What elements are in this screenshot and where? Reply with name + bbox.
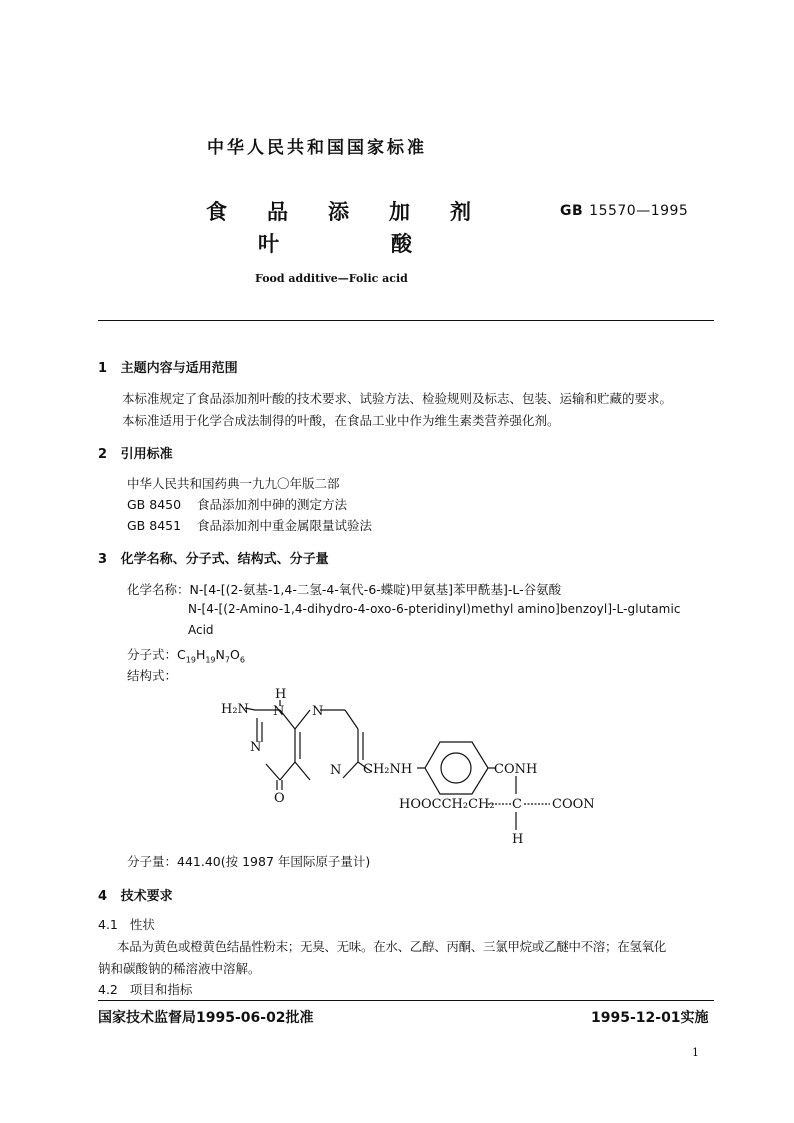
chemical-name-label: 化学名称： [127,582,190,597]
gb-prefix: GB [560,203,584,219]
formula-element: H [195,647,206,662]
subsection-4-2-heading [98,980,192,998]
formula-subscript: 19 [205,655,216,665]
reference-code: GB 8451 [127,518,182,533]
english-title: Food additive—Folic acid [255,272,408,285]
section-1-para-1: 本标准规定了食品添加剂叶酸的技术要求、试验方法、检验规则及标志、包装、运输和贮藏的要求。 [122,391,673,406]
structure-atom: N [250,740,262,755]
molecular-weight: 分子量：441.40(按 1987 年国际原子量计) [127,854,371,869]
reference-text: 食品添加剂中砷的测定方法 [196,497,347,512]
reference-item: 中华人民共和国药典一九九〇年版二部 [127,476,340,491]
section-number: 2 [98,447,108,462]
section-number: 4 [98,889,108,904]
structural-formula [210,682,610,852]
structure-atom: N [330,763,342,778]
formula-element: N [215,647,225,662]
structure-group: CONH [494,762,538,777]
title-line-1: 食品添加剂 [206,200,511,224]
subsection-title: 性状 [129,917,155,932]
subsection-number: 4.1 [98,917,118,932]
formula-element: O [229,647,240,662]
structure-group: COON [552,797,595,812]
footer-rule [98,1000,714,1001]
subsection-4-1-heading [98,915,155,933]
formula-subscript: 19 [185,655,196,665]
structure-atom: H [275,687,287,702]
page-number: 1 [692,1046,699,1059]
subsection-4-1-para-2: 钠和碳酸钠的稀溶液中溶解。 [98,961,261,976]
section-2-heading [98,443,173,462]
formula-label: 分子式： [127,647,178,662]
reference-code: GB 8450 [127,497,182,512]
section-3-heading [98,548,329,567]
section-1-heading [98,357,238,376]
reference-item [127,495,347,513]
chemical-name-en: N-[4-[(2-Amino-1,4-dihydro-4-oxo-6-pteridinyl)methyl amino]benzoyl]-L-glutamic [188,602,681,616]
section-number: 3 [98,552,108,567]
section-number: 1 [98,361,108,376]
structure-atom: O [274,791,285,806]
section-1-para-2: 本标准适用于化学合成法制得的叶酸，在食品工业中作为维生素类营养强化剂。 [122,413,560,428]
gb-number-value: 15570—1995 [589,203,689,219]
subsection-title: 项目和指标 [129,982,193,997]
reference-text: 食品添加剂中重金属限量试验法 [196,518,372,533]
chemical-name-cn [127,580,561,598]
chemical-name-cn-value: N-[4-[(2-氨基-1,4-二氢-4-氧代-6-蝶啶)甲氨基]苯甲酰基]-L-谷氨酸 [189,582,562,597]
structure-group: CH₂NH [363,762,413,777]
structure-atom: N [273,704,285,719]
standard-organization: 中华人民共和国国家标准 [207,138,427,158]
effective-date: 1995-12-01实施 [591,1010,709,1026]
section-title: 化学名称、分子式、结构式、分子量 [120,552,329,567]
section-title: 技术要求 [120,889,173,904]
structure-atom: N [312,704,324,719]
title-line-2: 叶酸 [258,232,524,256]
approval-date: 国家技术监督局1995-06-02批准 [98,1010,314,1026]
chemical-name-en-cont: Acid [188,623,214,637]
formula-element: C [177,647,186,662]
section-4-heading [98,885,173,904]
structure-atom: H [512,832,524,847]
reference-item [127,516,372,534]
gb-number [560,203,688,219]
formula-subscript: 7 [224,655,230,665]
subsection-4-1-para-1: 本品为黄色或橙黄色结晶性粉末；无臭、无味。在水、乙醇、丙酮、三氯甲烷或乙醚中不溶；在氢氧化 [117,939,667,954]
section-title: 主题内容与适用范围 [120,361,238,376]
section-title: 引用标准 [120,447,173,462]
structure-atom: C [512,797,522,812]
structure-group: HOOCCH₂CH₂ [399,797,495,812]
formula-subscript: 6 [239,655,245,665]
subsection-number: 4.2 [98,982,118,997]
header-rule [98,320,714,321]
molecular-formula [127,645,245,665]
structure-atom: H₂N [221,702,249,717]
structure-label: 结构式： [127,668,178,683]
